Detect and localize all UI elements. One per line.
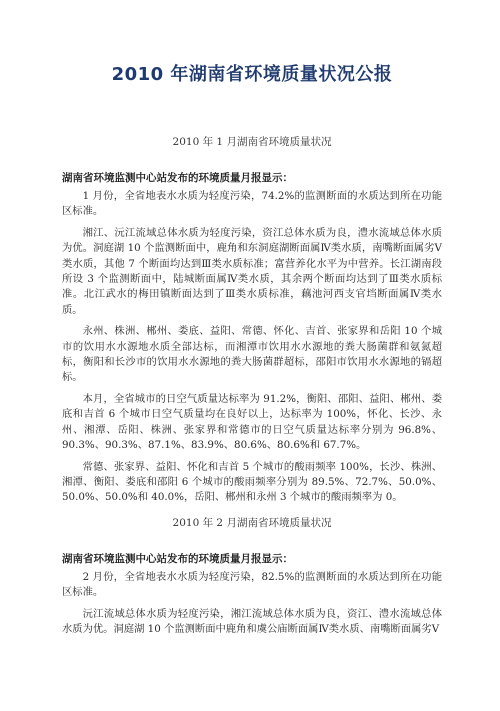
section-heading-january: 2010 年 1 月湖南省环境质量状况 xyxy=(172,136,332,148)
section-lead-january: 湖南省环境监测中心站发布的环境质量月报显示： xyxy=(62,172,293,184)
paragraph: 2 月份，全省地表水水质为轻度污染，82.5%的监测断面的水质达到所在功能区标准。 xyxy=(62,570,442,599)
paragraph: 沅江流域总体水质为轻度污染，湘江流域总体水质为良，资江、澧水流域总体水质为优。洞庭湖 10 个监测断面中鹿角和虞公庙断面属Ⅳ类水质、南嘴断面属劣Ⅴ xyxy=(62,607,442,635)
section-lead-february: 湖南省环境监测中心站发布的环境质量月报显示： xyxy=(62,552,293,565)
paragraph: 永州、株洲、郴州、娄底、益阳、常德、怀化、吉首、张家界和岳阳 10 个城市的饮用水水源地水质全部达标，而湘潭市饮用水水源地的粪大肠菌群和氨氮超标，衡阳和长沙市的饮用水水源地的粪大肠菌群超标，邵阳市饮用水水源地的镉超标。 xyxy=(62,325,442,384)
paragraph: 本月，全省城市的日空气质量达标率为 91.2%，衡阳、邵阳、益阳、郴州、娄底和吉首 6 个城市日空气质量均在良好以上，达标率为 100%，怀化、长沙、永州、湘潭、岳阳、株洲、张家界和常德市的日空气质量达标率分别为 96.8%、90.3%、90.3%、87.1%、83.9%、80.6%、80.6%和 67.7%。 xyxy=(62,392,442,452)
section-heading-february: 2010 年 2 月湖南省环境质量状况 xyxy=(172,516,332,529)
paragraph: 湘江、沅江流域总体水质为轻度污染，资江总体水质为良，澧水流域总体水质为优。洞庭湖 10 个监测断面中，鹿角和东洞庭湖断面属Ⅳ类水质，南嘴断面属劣Ⅴ类水质，其他 7 个断面均达到Ⅲ类水质标准；富营养化水平为中营养。长江湖南段所设 3 个监测断面中，陆城断面属Ⅳ类水质，其余两个断面均达到了Ⅲ类水质标准。北江武水的梅田镇断面达到了Ⅲ类水质标准，藕池河西支官垱断面属Ⅳ类水质。 xyxy=(62,226,442,316)
paragraph: 1 月份，全省地表水水质为轻度污染，74.2%的监测断面的水质达到所在功能区标准。 xyxy=(62,190,442,218)
paragraph: 常德、张家界、益阳、怀化和吉首 5 个城市的酸雨频率 100%，长沙、株洲、湘潭、衡阳、娄底和邵阳 6 个城市的酸雨频率分别为 89.5%、72.7%、50.0%、50.0%、50.0%和 40.0%，岳阳、郴州和永州 3 个城市的酸雨频率为 0。 xyxy=(62,460,442,504)
document-title: 2010 年湖南省环境质量状况公报 xyxy=(111,64,393,85)
